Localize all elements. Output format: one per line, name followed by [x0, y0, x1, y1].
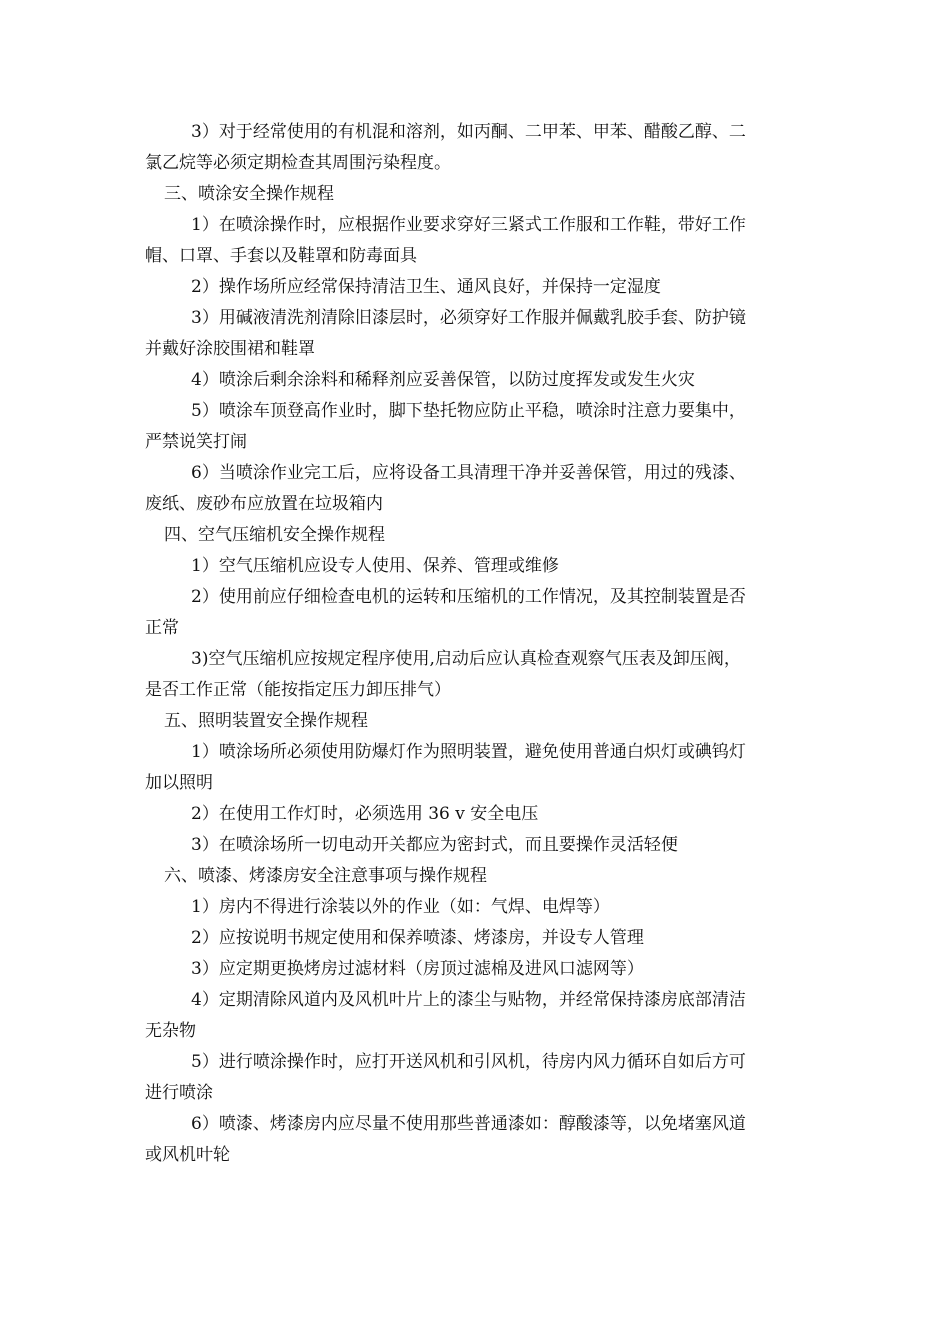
paragraph-line: 1）在喷涂操作时，应根据作业要求穿好三紧式工作服和工作鞋，带好工作: [191, 215, 746, 235]
paragraph-line: 1）空气压缩机应设专人使用、保养、管理或维修: [191, 556, 559, 576]
paragraph-line: 3)空气压缩机应按规定程序使用,启动后应认真检查观察气压表及卸压阀，: [191, 649, 741, 669]
paragraph-continuation: 是否工作正常（能按指定压力卸压排气）: [145, 680, 451, 700]
section-heading: 三、喷涂安全操作规程: [164, 184, 334, 204]
paragraph-line: 6）喷漆、烤漆房内应尽量不使用那些普通漆如：醇酸漆等，以免堵塞风道: [191, 1114, 746, 1134]
paragraph-line: 1）房内不得进行涂装以外的作业（如：气焊、电焊等）: [191, 897, 610, 917]
paragraph-continuation: 废纸、废砂布应放置在垃圾箱内: [145, 494, 383, 514]
paragraph-continuation: 帽、口罩、手套以及鞋罩和防毒面具: [145, 246, 417, 266]
document-body: [145, 117, 810, 1171]
section-heading: 四、空气压缩机安全操作规程: [164, 525, 385, 545]
paragraph-line: 2）操作场所应经常保持清洁卫生、通风良好，并保持一定湿度: [191, 277, 661, 297]
paragraph-continuation: 并戴好涂胶围裙和鞋罩: [145, 339, 315, 359]
section-heading: 五、照明装置安全操作规程: [164, 711, 368, 731]
paragraph-line: 4）喷涂后剩余涂料和稀释剂应妥善保管，以防过度挥发或发生火灾: [191, 370, 695, 390]
paragraph-continuation: 正常: [145, 618, 179, 638]
paragraph-continuation: 严禁说笑打闹: [145, 432, 247, 452]
paragraph-line: 3）对于经常使用的有机混和溶剂，如丙酮、二甲苯、甲苯、醋酸乙醇、二: [191, 122, 746, 142]
paragraph-continuation: 进行喷涂: [145, 1083, 213, 1103]
paragraph-line: 4）定期清除风道内及风机叶片上的漆尘与贴物，并经常保持漆房底部清洁: [191, 990, 746, 1010]
paragraph-line: 2）应按说明书规定使用和保养喷漆、烤漆房，并设专人管理: [191, 928, 644, 948]
paragraph-line: 3）应定期更换烤房过滤材料（房顶过滤棉及进风口滤网等）: [191, 959, 644, 979]
paragraph-line: 6）当喷涂作业完工后，应将设备工具清理干净并妥善保管，用过的残漆、: [191, 463, 746, 483]
section-heading: 六、喷漆、烤漆房安全注意事项与操作规程: [164, 866, 487, 886]
paragraph-line: 1）喷涂场所必须使用防爆灯作为照明装置，避免使用普通白炽灯或碘钨灯: [191, 742, 746, 762]
paragraph-line: 5）进行喷涂操作时，应打开送风机和引风机，待房内风力循环自如后方可: [191, 1052, 746, 1072]
paragraph-continuation: 或风机叶轮: [145, 1145, 230, 1165]
paragraph-continuation: 加以照明: [145, 773, 213, 793]
paragraph-line: 3）用碱液清洗剂清除旧漆层时，必须穿好工作服并佩戴乳胶手套、防护镜: [191, 308, 746, 328]
paragraph-line: 3）在喷涂场所一切电动开关都应为密封式，而且要操作灵活轻便: [191, 835, 678, 855]
paragraph-continuation: 无杂物: [145, 1021, 196, 1041]
paragraph-line: 5）喷涂车顶登高作业时，脚下垫托物应防止平稳，喷涂时注意力要集中，: [191, 401, 746, 421]
paragraph-line: 2）在使用工作灯时，必须选用 36 v 安全电压: [191, 804, 539, 824]
paragraph-line: 2）使用前应仔细检查电机的运转和压缩机的工作情况，及其控制装置是否: [191, 587, 746, 607]
paragraph-continuation: 氯乙烷等必须定期检查其周围污染程度。: [145, 153, 451, 173]
